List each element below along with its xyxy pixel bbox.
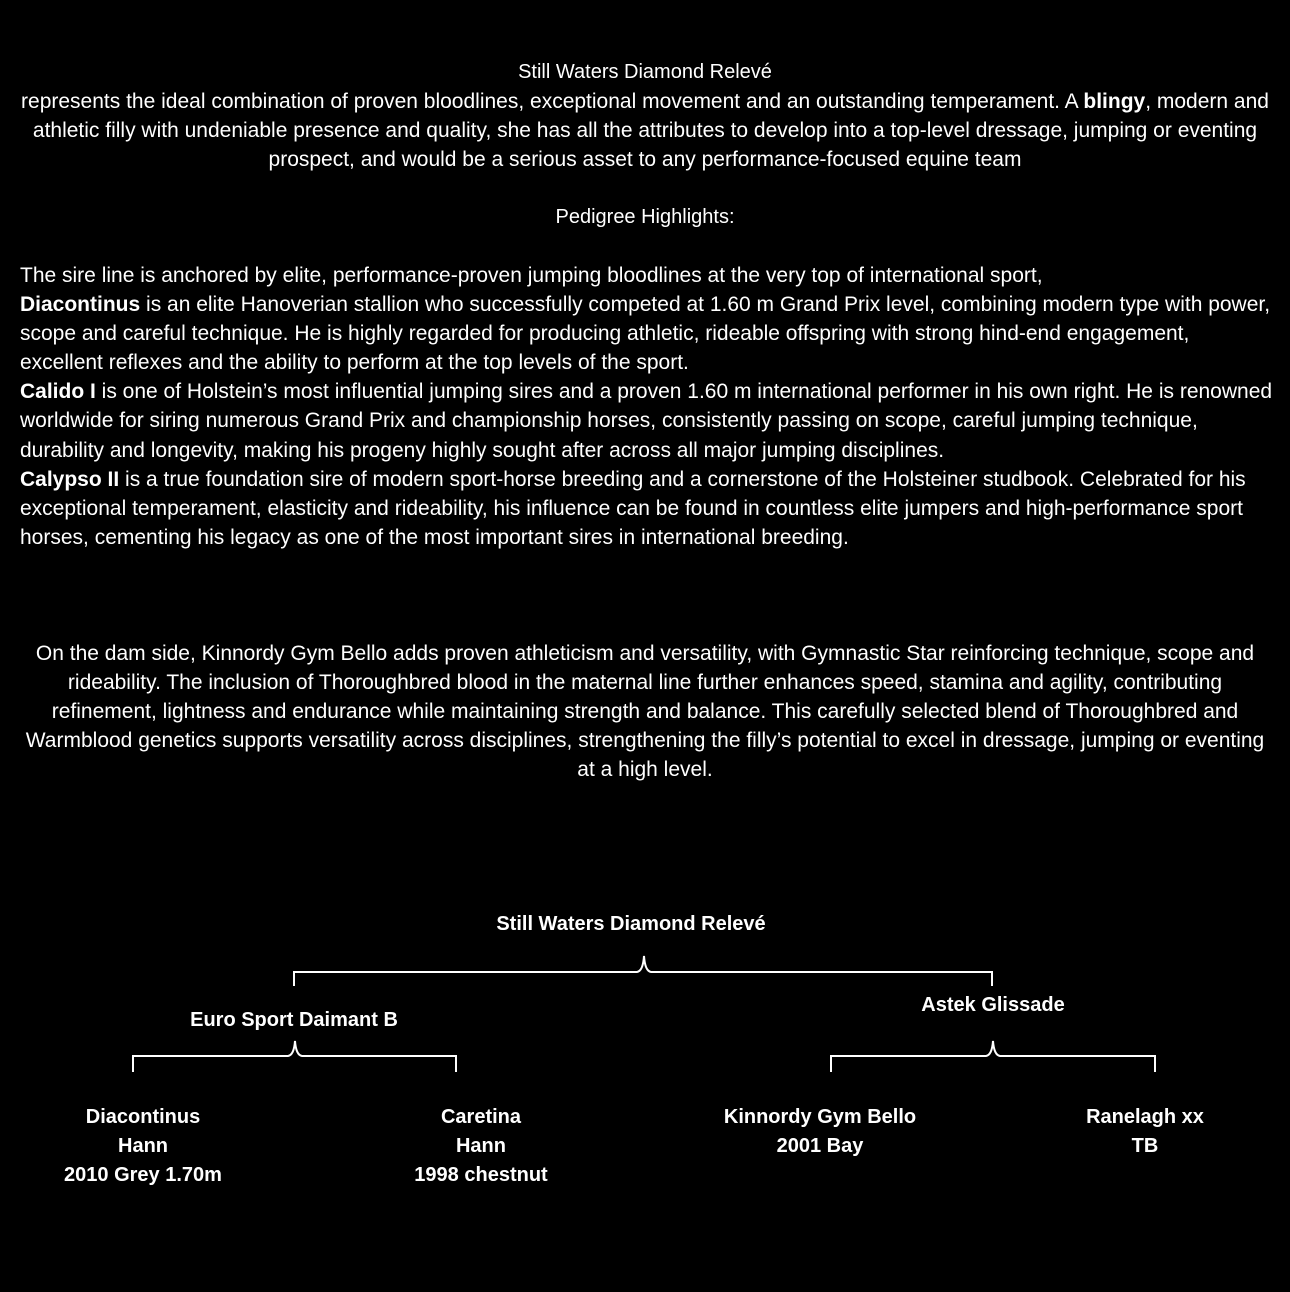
- pedigree-heading: Pedigree Highlights:: [555, 206, 735, 228]
- sire-name: Diacontinus: [20, 293, 141, 317]
- sire-paragraph-calido: [20, 377, 1274, 464]
- dam-side-paragraph: On the dam side, Kinnordy Gym Bello adds proven athleticism and versatility, with Gymnastic Star reinforcing technique, scope and rideability. The inclusion of Thoroughbred blood in the maternal line further enhances speed, stamina and agility, contributing refinement, lightness and endurance while maintaining strength and balance. This carefully selected blend of Thoroughbred and Warmblood genetics supports versatility across disciplines, strengthening the filly’s potential to excel in dressage, jumping or eventing at a high level.: [25, 642, 1265, 782]
- intro-paragraph: [18, 87, 1272, 174]
- horse-breed: Hann: [455, 1135, 506, 1157]
- sire-description: is an elite Hanoverian stallion who successfully competed at 1.60 m Grand Prix level, combining modern type with power, scope and careful technique. He is highly regarded for producing athletic, rideable offspring with strong hind-end engagement, excellent reflexes and the ability to perform at the top levels of the sport.: [20, 293, 1271, 375]
- sire-paragraph-calypso: [20, 465, 1274, 552]
- sire-description: is a true foundation sire of modern sport-horse breeding and a cornerstone of the Holsteiner studbook. Celebrated for his exceptional temperament, elasticity and rideability, his influence can be found in countless elite jumpers and high-performance sport horses, cementing his legacy as one of the most important sires in international breeding.: [20, 467, 1246, 549]
- sire-name: Calido I: [20, 380, 96, 404]
- horse-details: 2001 Bay: [776, 1135, 864, 1157]
- tree-dam-sire: [724, 1103, 916, 1161]
- horse-breed: TB: [1131, 1135, 1159, 1157]
- root-bracket: [294, 956, 992, 986]
- intro-text-1: represents the ideal combination of proven bloodlines, exceptional movement and an outstanding temperament. A: [21, 90, 1084, 113]
- tree-sire-dam: [414, 1103, 547, 1190]
- tree-dam-dam: [1086, 1103, 1204, 1161]
- intro-text-2: , modern and athletic filly with undeniable presence and quality, she has all the attributes to develop into a top-level dressage, jumping or eventing prospect, and would be a serious asset to any performance-focused equine team: [32, 90, 1269, 171]
- tree-sire: Euro Sport Daimant B: [190, 1009, 398, 1031]
- dam-bracket: [831, 1041, 1155, 1072]
- horse-name: Caretina: [440, 1106, 522, 1128]
- horse-details: 1998 chestnut: [414, 1164, 548, 1186]
- horse-details: 2010 Grey 1.70m: [64, 1164, 222, 1186]
- horse-name: Kinnordy Gym Bello: [723, 1106, 917, 1128]
- sire-paragraph-diacontinus: [20, 290, 1274, 377]
- sire-bracket: [133, 1041, 456, 1072]
- tree-dam: Astek Glissade: [921, 994, 1065, 1016]
- intro-bold-word: blingy: [1083, 90, 1146, 113]
- horse-name: Ranelagh xx: [1086, 1106, 1204, 1128]
- horse-breed: Hann: [118, 1135, 168, 1157]
- sire-description: is one of Holstein’s most influential jumping sires and a proven 1.60 m international performer in his own right. He is renowned worldwide for siring numerous Grand Prix and championship horses, consistently passing on scope, careful jumping technique, durability and longevity, making his progeny highly sought after across all major jumping disciplines.: [20, 380, 1273, 462]
- horse-name: Diacontinus: [85, 1106, 201, 1128]
- sire-name: Calypso II: [20, 467, 120, 491]
- sire-line-intro: The sire line is anchored by elite, performance-proven jumping bloodlines at the very top of international sport,: [20, 264, 1043, 287]
- tree-sire-sire: [64, 1103, 222, 1190]
- tree-root-horse: Still Waters Diamond Relevé: [496, 913, 766, 935]
- sire-line-section: [20, 261, 1274, 552]
- horse-title: Still Waters Diamond Relevé: [518, 61, 772, 83]
